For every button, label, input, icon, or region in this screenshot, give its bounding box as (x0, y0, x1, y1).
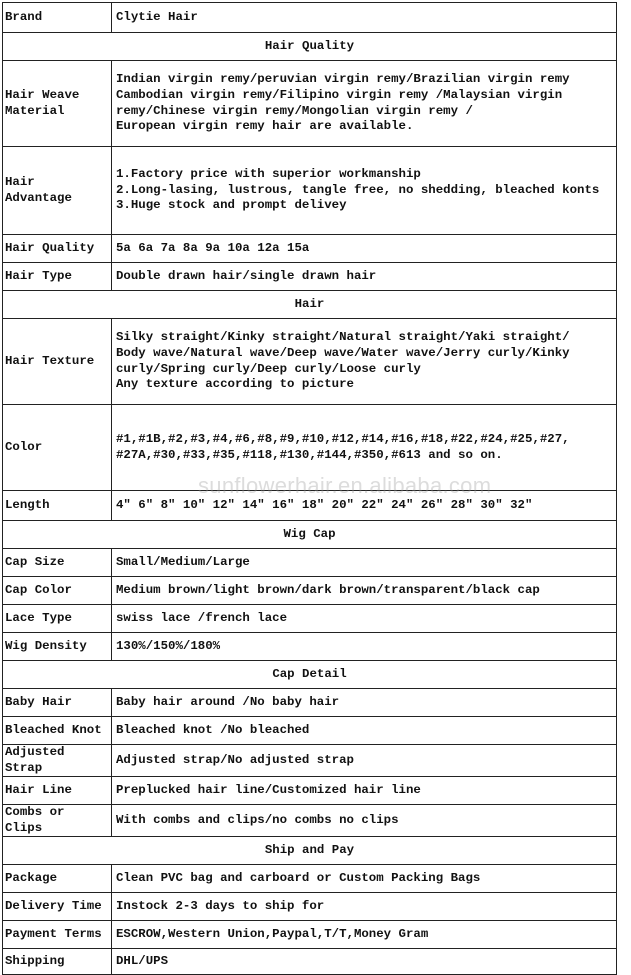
table-row (3, 405, 617, 491)
spec-table (2, 2, 617, 975)
table-row (3, 491, 617, 521)
section-hair-quality: Hair Quality (3, 33, 617, 61)
advantage-value: 1.Factory price with superior workmanship 2.Long-lasing, lustrous, tangle free, no shedding, bleached konts 3.Huge stock and prompt delivey (112, 147, 617, 235)
table-row (3, 3, 617, 33)
product-spec-sheet (2, 2, 617, 975)
package-label: Package (3, 865, 112, 893)
payment-terms-value: ESCROW,Western Union,Paypal,T/T,Money Gram (112, 921, 617, 949)
package-value: Clean PVC bag and carboard or Custom Packing Bags (112, 865, 617, 893)
advantage-label: Hair Advantage (3, 147, 112, 235)
table-row (3, 689, 617, 717)
table-row (3, 777, 617, 805)
section-row (3, 521, 617, 549)
wig-density-value: 130%/150%/180% (112, 633, 617, 661)
watermark-text: sunflowerhair.en.alibaba.com (198, 473, 492, 498)
table-row (3, 633, 617, 661)
hair-line-label: Hair Line (3, 777, 112, 805)
table-row (3, 717, 617, 745)
adjusted-strap-value: Adjusted strap/No adjusted strap (112, 745, 617, 777)
table-row (3, 865, 617, 893)
table-row (3, 949, 617, 975)
baby-hair-label: Baby Hair (3, 689, 112, 717)
table-row (3, 319, 617, 405)
section-row (3, 33, 617, 61)
table-row (3, 61, 617, 147)
table-row (3, 921, 617, 949)
section-row (3, 661, 617, 689)
cap-size-label: Cap Size (3, 549, 112, 577)
table-row (3, 577, 617, 605)
length-label: Length (3, 491, 112, 521)
table-row (3, 605, 617, 633)
payment-terms-label: Payment Terms (3, 921, 112, 949)
texture-value: Silky straight/Kinky straight/Natural straight/Yaki straight/ Body wave/Natural wave/Deep wave/Water wave/Jerry curly/Kinky curly/Spring curly/Deep curly/Loose curly Any texture according to picture (112, 319, 617, 405)
length-value: 4″ 6″ 8″ 10″ 12″ 14″ 16″ 18″ 20″ 22″ 24″ 26″ 28″ 30″ 32″ (112, 491, 617, 521)
hair-line-value: Preplucked hair line/Customized hair line (112, 777, 617, 805)
shipping-value: DHL/UPS (112, 949, 617, 975)
cap-size-value: Small/Medium/Large (112, 549, 617, 577)
quality-value: 5a 6a 7a 8a 9a 10a 12a 15a (112, 235, 617, 263)
table-row (3, 235, 617, 263)
delivery-time-value: Instock 2-3 days to ship for (112, 893, 617, 921)
table-row (3, 549, 617, 577)
table-row (3, 805, 617, 837)
table-row (3, 745, 617, 777)
brand-value: Clytie Hair (112, 3, 617, 33)
cap-color-value: Medium brown/light brown/dark brown/transparent/black cap (112, 577, 617, 605)
combs-clips-value: With combs and clips/no combs no clips (112, 805, 617, 837)
bleached-knot-label: Bleached Knot (3, 717, 112, 745)
baby-hair-value: Baby hair around /No baby hair (112, 689, 617, 717)
weave-material-value: Indian virgin remy/peruvian virgin remy/Brazilian virgin remy Cambodian virgin remy/Filipino virgin remy /Malaysian virgin remy/Chinese virgin remy/Mongolian virgin remy / European virgin remy hair are available. (112, 61, 617, 147)
adjusted-strap-label: Adjusted Strap (3, 745, 112, 777)
bleached-knot-value: Bleached knot /No bleached (112, 717, 617, 745)
type-value: Double drawn hair/single drawn hair (112, 263, 617, 291)
lace-type-value: swiss lace /french lace (112, 605, 617, 633)
table-row (3, 263, 617, 291)
table-row (3, 147, 617, 235)
shipping-label: Shipping (3, 949, 112, 975)
brand-label: Brand (3, 3, 112, 33)
table-row (3, 893, 617, 921)
weave-material-label: Hair Weave Material (3, 61, 112, 147)
quality-label: Hair Quality (3, 235, 112, 263)
section-row (3, 291, 617, 319)
combs-clips-label: Combs or Clips (3, 805, 112, 837)
section-row (3, 837, 617, 865)
type-label: Hair Type (3, 263, 112, 291)
color-label: Color (3, 405, 112, 491)
wig-density-label: Wig Density (3, 633, 112, 661)
lace-type-label: Lace Type (3, 605, 112, 633)
section-hair: Hair (3, 291, 617, 319)
cap-color-label: Cap Color (3, 577, 112, 605)
color-value: #1,#1B,#2,#3,#4,#6,#8,#9,#10,#12,#14,#16,#18,#22,#24,#25,#27, #27A,#30,#33,#35,#118,#130,#144,#350,#613 and so on. (112, 405, 617, 491)
section-ship-pay: Ship and Pay (3, 837, 617, 865)
texture-label: Hair Texture (3, 319, 112, 405)
section-wig-cap: Wig Cap (3, 521, 617, 549)
delivery-time-label: Delivery Time (3, 893, 112, 921)
section-cap-detail: Cap Detail (3, 661, 617, 689)
